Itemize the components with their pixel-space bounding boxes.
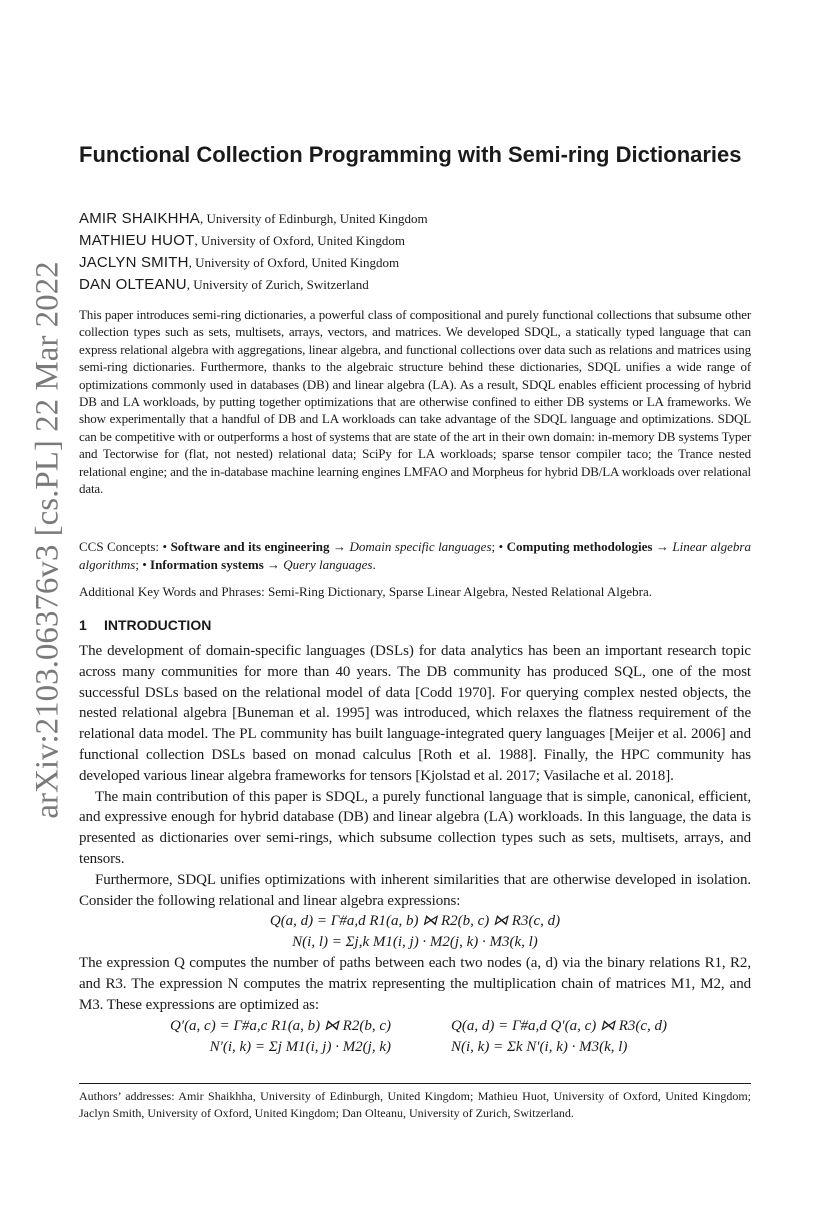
ccs-subcategory: Linear algebra algorithms [79, 539, 751, 572]
ccs-concepts: CCS Concepts: • Software and its engineering → Domain specific languages; • Computing methodologies → Linear algebra algorithms; • Information systems → Query languages. [79, 539, 751, 572]
paragraph: Furthermore, SDQL unifies optimizations with inherent similarities that are otherwise developed in isolation. Consider the following relational and linear algebra expressions: [79, 871, 751, 909]
author-affiliation: , University of Zurich, Switzerland [186, 277, 369, 292]
author-name: JACLYN SMITH [79, 254, 189, 271]
ccs-label: CCS Concepts: [79, 539, 163, 554]
section-number: 1 [79, 617, 87, 633]
ccs-subcategory: Domain specific languages [349, 539, 492, 554]
author-affiliation: , University of Edinburgh, United Kingdom [199, 211, 428, 226]
ccs-category: Computing methodologies [506, 539, 653, 554]
footnote-divider [79, 1083, 751, 1084]
author-name: DAN OLTEANU [79, 276, 187, 293]
author-entry [79, 230, 428, 252]
arxiv-sidebar-stamp [22, 240, 74, 840]
introduction-body [79, 641, 751, 1058]
author-entry [79, 252, 428, 274]
section-heading [79, 617, 211, 633]
equation: Q′(a, c) = Γ#a,c R1(a, b) ⋈ R2(b, c) [169, 1017, 391, 1034]
author-addresses-footnote: Authors’ addresses: Amir Shaikhha, University of Edinburgh, United Kingdom; Mathieu Huot, University of Oxford, United Kingdom; Jaclyn Smith, University of Oxford, United Kingdom; Dan Olteanu, University of Zurich, Switzerland. [79, 1089, 751, 1120]
ccs-subcategory: Query languages [283, 557, 373, 572]
author-entry [79, 274, 428, 296]
keywords: Additional Key Words and Phrases: Semi-Ring Dictionary, Sparse Linear Algebra, Nested Relational Algebra. [79, 584, 652, 599]
arxiv-identifier: arXiv:2103.06376v3 [cs.PL] 22 Mar 2022 [29, 261, 66, 819]
equation: N(i, l) = Σj,k M1(i, j) · M2(j, k) · M3(k, l) [292, 934, 538, 951]
author-affiliation: , University of Oxford, United Kingdom [188, 255, 400, 270]
paragraph: The main contribution of this paper is SDQL, a purely functional language that is simple, canonical, efficient, and expressive enough for hybrid database (DB) and linear algebra (LA) workloads. In this language, the data is presented as dictionaries over semi-rings, which subsume collection types such as sets, multisets, arrays, and tensors. [79, 788, 751, 867]
author-entry [79, 208, 428, 230]
paper-title: Functional Collection Programming with Semi-ring Dictionaries [79, 142, 742, 167]
author-list [79, 208, 428, 296]
ccs-category: Software and its engineering [170, 539, 330, 554]
equation-grid [79, 1016, 751, 1058]
abstract: This paper introduces semi-ring dictionaries, a powerful class of compositional and purely functional collections that subsume other collection types such as sets, multisets, arrays, vectors, and matrices. We developed SDQL, a statically typed language that can express relational algebra with aggregations, linear algebra, and functional collections over data such as relations and matrices using semi-ring dictionaries. Furthermore, thanks to the algebraic structure behind these dictionaries, SDQL unifies a wide range of optimizations commonly used in databases (DB) and linear algebra (LA). As a result, SDQL enables efficient processing of hybrid DB and LA workloads, by putting together optimizations that are otherwise confined to either DB systems or LA frameworks. We show experimentally that a handful of DB and LA workloads can take advantage of the SDQL language and optimizations. SDQL can be competitive with or outperforms a host of systems that are state of the art in their own domain: in-memory DB systems Typer and Tectorwise for (flat, not nested) relational data; SciPy for LA workloads; sparse tensor compiler taco; the Trance nested relational engine; and the in-database machine learning engines LMFAO and Morpheus for hybrid DB/LA workloads over relational data. [79, 307, 751, 497]
paragraph: The development of domain-specific languages (DSLs) for data analytics has been an important research topic across many communities for more than 40 years. The DB community has produced SQL, one of the most successful DSLs based on the relational model of data [Codd 1970]. For querying complex nested objects, the nested relational algebra [Buneman et al. 1995] was introduced, which relaxes the flatness requirement of the relational data model. The PL community has built language-integrated query languages [Meijer et al. 2006] and functional collection DSLs based on monad calculus [Roth et al. 1988]. Finally, the HPC community has developed various linear algebra frameworks for tensors [Kjolstad et al. 2017; Vasilache et al. 2018]. [79, 643, 751, 784]
equation: N′(i, k) = Σj M1(i, j) · M2(j, k) [209, 1038, 391, 1055]
author-affiliation: , University of Oxford, United Kingdom [194, 233, 405, 248]
ccs-category: Information systems [150, 557, 264, 572]
equation: Q(a, d) = Γ#a,d R1(a, b) ⋈ R2(b, c) ⋈ R3(c, d) [269, 913, 561, 930]
author-name: AMIR SHAIKHHA [79, 210, 200, 227]
equation: N(i, k) = Σk N′(i, k) · M3(k, l) [451, 1038, 628, 1055]
paragraph: The expression Q computes the number of paths between each two nodes (a, d) via the binary relations R1, R2, and R3. The expression N computes the matrix representing the multiplication chain of matrices M1, M2, and M3. These expressions are optimized as: [79, 955, 751, 1013]
section-title: INTRODUCTION [104, 617, 212, 633]
author-name: MATHIEU HUOT [79, 232, 195, 249]
equation: Q(a, d) = Γ#a,d Q′(a, c) ⋈ R3(c, d) [451, 1017, 668, 1034]
